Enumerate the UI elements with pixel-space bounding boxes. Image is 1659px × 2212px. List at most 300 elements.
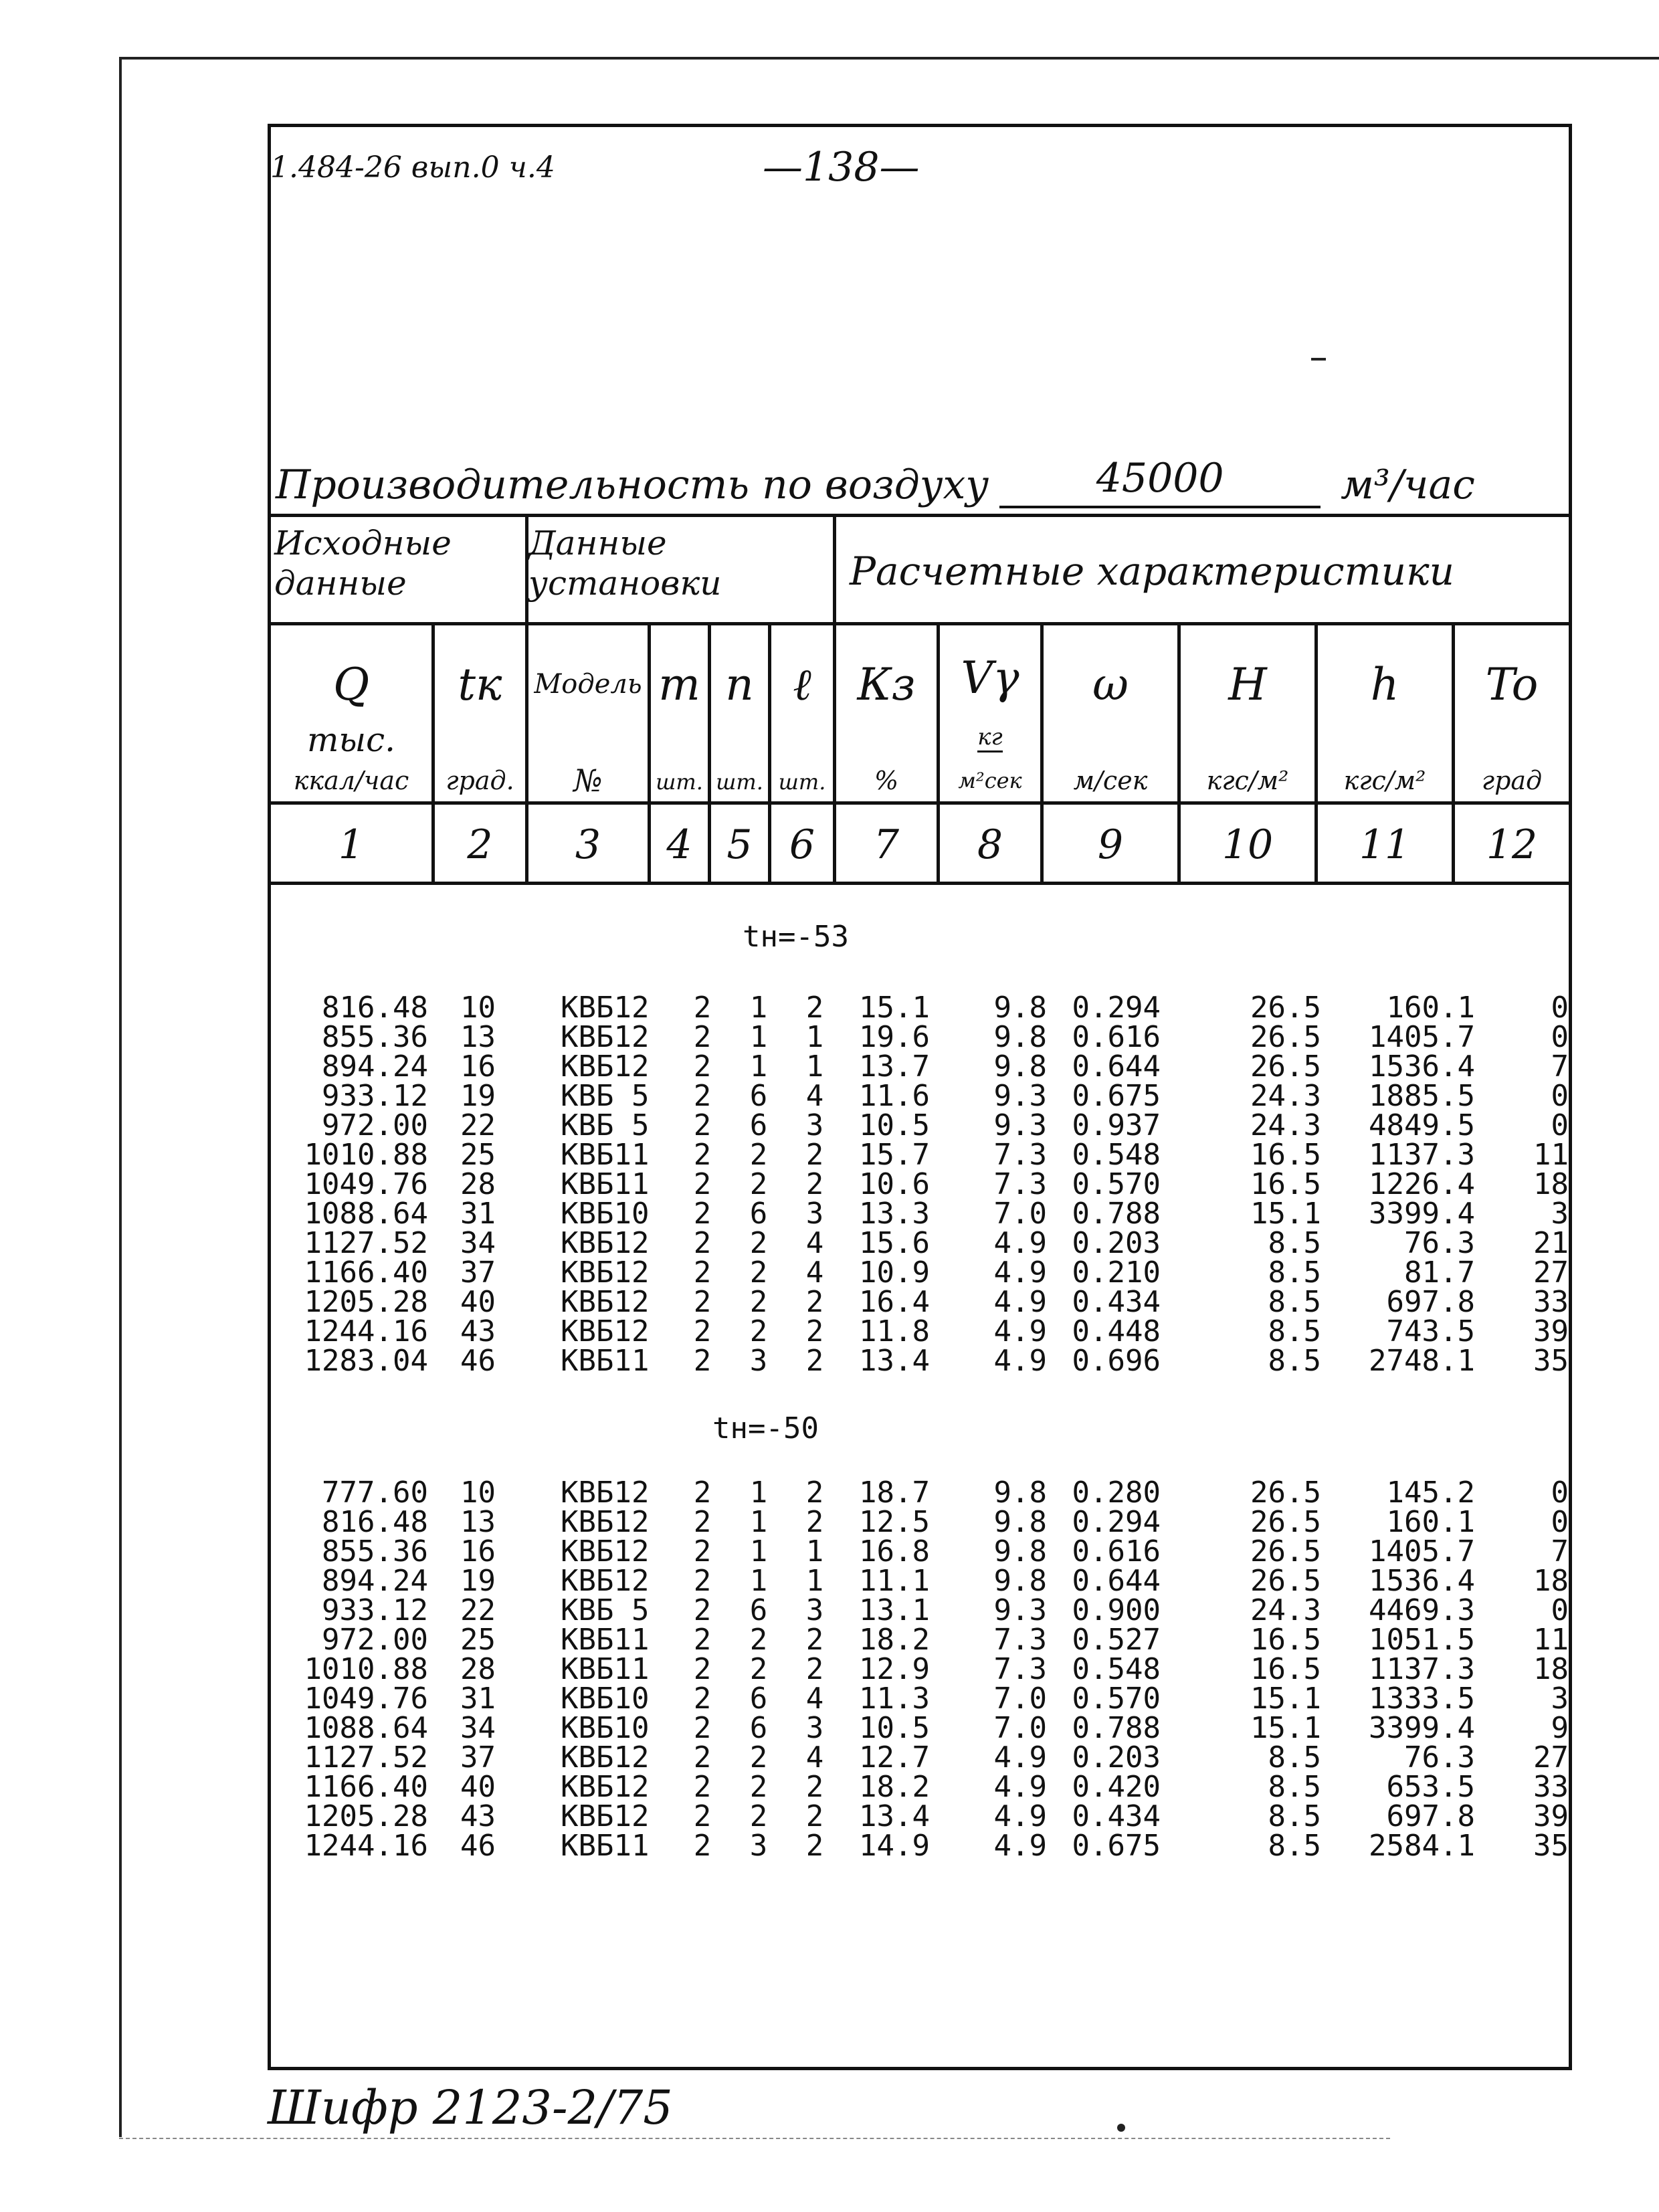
outer-border-bottom xyxy=(119,2138,1390,2139)
table-cell: 6 xyxy=(749,1593,768,1627)
table-cell: 18 xyxy=(1533,1564,1569,1598)
table-cell: 7.3 xyxy=(993,1623,1047,1657)
table-cell: 0 xyxy=(1551,1593,1569,1627)
table-cell: КВБ12 xyxy=(561,1770,650,1804)
header-rule-groups xyxy=(268,622,1572,625)
table-cell: 3399.4 xyxy=(1369,1711,1475,1745)
table-cell: 1536.4 xyxy=(1369,1049,1475,1084)
table-cell: 9.8 xyxy=(993,1476,1047,1510)
table-cell: КВБ 5 xyxy=(561,1108,650,1142)
table-cell: 0.280 xyxy=(1072,1476,1161,1510)
table-cell: 37 xyxy=(460,1740,496,1775)
table-cell: 9.8 xyxy=(993,1020,1047,1054)
table-cell: 39 xyxy=(1533,1314,1569,1348)
table-row xyxy=(294,1655,1569,1684)
table-cell: 1137.3 xyxy=(1369,1138,1475,1172)
col-num-3: 3 xyxy=(575,821,601,868)
table-cell: КВБ11 xyxy=(561,1167,650,1201)
table-cell: 8.5 xyxy=(1268,1770,1321,1804)
table-cell: 972.00 xyxy=(322,1108,428,1142)
group-installation-data: Данные установки xyxy=(528,524,722,603)
table-cell: КВБ11 xyxy=(561,1344,650,1378)
table-cell: 1127.52 xyxy=(304,1226,428,1260)
table-cell: 28 xyxy=(460,1167,496,1201)
table-cell: 697.8 xyxy=(1386,1799,1475,1833)
table-cell: 9 xyxy=(1551,1711,1569,1745)
table-cell: 1205.28 xyxy=(304,1799,428,1833)
table-cell: 2 xyxy=(749,1255,768,1290)
table-cell: 26.5 xyxy=(1250,1476,1321,1510)
table-cell: 0.937 xyxy=(1072,1108,1161,1142)
col-num-11: 11 xyxy=(1359,821,1411,868)
table-cell: 2 xyxy=(693,1255,712,1290)
table-cell: 2 xyxy=(749,1285,768,1319)
table-row xyxy=(294,1346,1569,1376)
table-cell: 16.5 xyxy=(1250,1167,1321,1201)
table-cell: 2 xyxy=(805,1314,824,1348)
table-cell: 7.3 xyxy=(993,1138,1047,1172)
table-cell: 13 xyxy=(460,1020,496,1054)
table-cell: 13.1 xyxy=(859,1593,930,1627)
table-cell: 2 xyxy=(693,1711,712,1745)
table-cell: 1244.16 xyxy=(304,1829,428,1863)
document-code: 1.484-26 вып.0 ч.4 xyxy=(270,150,555,185)
table-row xyxy=(294,1831,1569,1861)
table-row xyxy=(294,1567,1569,1596)
table-cell: 2 xyxy=(749,1167,768,1201)
table-cell: 3 xyxy=(749,1829,768,1863)
data-table-tn53 xyxy=(294,993,1569,1376)
table-cell: 76.3 xyxy=(1404,1226,1475,1260)
header-rule-bottom xyxy=(268,882,1572,885)
table-cell: 1405.7 xyxy=(1369,1020,1475,1054)
table-cell: 3 xyxy=(1551,1197,1569,1231)
table-cell: 24.3 xyxy=(1250,1079,1321,1113)
signature-code: Шифр 2123-2/75 xyxy=(268,2080,673,2135)
table-cell: 8.5 xyxy=(1268,1255,1321,1290)
table-cell: 7.0 xyxy=(993,1711,1047,1745)
table-cell: 1 xyxy=(749,1534,768,1569)
table-cell: 1 xyxy=(749,1476,768,1510)
col-num-8: 8 xyxy=(977,821,1003,868)
page-number: —138— xyxy=(763,144,920,191)
table-cell: КВБ12 xyxy=(561,1285,650,1319)
table-cell: 16 xyxy=(460,1534,496,1569)
col-model-unit: № xyxy=(573,763,603,799)
table-row xyxy=(294,1537,1569,1567)
table-cell: КВБ12 xyxy=(561,1049,650,1084)
table-cell: 11 xyxy=(1533,1623,1569,1657)
table-cell: 0.675 xyxy=(1072,1829,1161,1863)
table-cell: 2 xyxy=(805,1770,824,1804)
col-tk-symbol: tк xyxy=(458,659,502,710)
table-cell: 8.5 xyxy=(1268,1285,1321,1319)
table-cell: 2 xyxy=(693,1314,712,1348)
table-cell: 2584.1 xyxy=(1369,1829,1475,1863)
table-cell: 2 xyxy=(693,1049,712,1084)
speck-mark xyxy=(1117,2124,1125,2132)
table-cell: 31 xyxy=(460,1682,496,1716)
table-cell: 0.527 xyxy=(1072,1623,1161,1657)
table-cell: 11.3 xyxy=(859,1682,930,1716)
table-cell: КВБ12 xyxy=(561,1740,650,1775)
table-cell: 0 xyxy=(1551,991,1569,1025)
table-cell: КВБ 5 xyxy=(561,1079,650,1113)
col-h-unit: кгс/м² xyxy=(1343,766,1426,795)
table-row xyxy=(294,1714,1569,1743)
table-cell: 8.5 xyxy=(1268,1799,1321,1833)
col-vy-symbol: Vγ кг xyxy=(940,652,1040,755)
table-cell: 11.6 xyxy=(859,1079,930,1113)
table-row xyxy=(294,1023,1569,1052)
table-row xyxy=(294,1508,1569,1537)
table-cell: 2 xyxy=(693,1197,712,1231)
table-cell: 15.6 xyxy=(859,1226,930,1260)
table-cell: 7 xyxy=(1551,1049,1569,1084)
table-cell: 10.5 xyxy=(859,1711,930,1745)
table-cell: 2 xyxy=(693,1344,712,1378)
table-cell: 15.1 xyxy=(1250,1682,1321,1716)
table-cell: 0.570 xyxy=(1072,1167,1161,1201)
table-cell: 2 xyxy=(805,1476,824,1510)
table-cell: КВБ12 xyxy=(561,1534,650,1569)
table-cell: 2748.1 xyxy=(1369,1344,1475,1378)
table-cell: 18.2 xyxy=(859,1770,930,1804)
table-cell: 16 xyxy=(460,1049,496,1084)
table-cell: 2 xyxy=(805,991,824,1025)
table-cell: 894.24 xyxy=(322,1564,428,1598)
table-cell: 972.00 xyxy=(322,1623,428,1657)
table-cell: 4.9 xyxy=(993,1829,1047,1863)
table-cell: 855.36 xyxy=(322,1534,428,1569)
table-cell: 1137.3 xyxy=(1369,1652,1475,1686)
table-cell: 46 xyxy=(460,1829,496,1863)
table-cell: 2 xyxy=(805,1138,824,1172)
col-vy-unit: м²сек xyxy=(958,768,1022,793)
table-cell: 24.3 xyxy=(1250,1593,1321,1627)
table-cell: КВБ11 xyxy=(561,1652,650,1686)
col-num-4: 4 xyxy=(666,821,692,868)
table-cell: 4.9 xyxy=(993,1344,1047,1378)
table-cell: 7.0 xyxy=(993,1197,1047,1231)
table-cell: 13.4 xyxy=(859,1344,930,1378)
capacity-label: Производительность по воздуху xyxy=(276,462,989,508)
col-num-1: 1 xyxy=(338,821,365,868)
table-cell: 1127.52 xyxy=(304,1740,428,1775)
table-cell: 2 xyxy=(749,1770,768,1804)
table-cell: 0.616 xyxy=(1072,1020,1161,1054)
table-cell: 19 xyxy=(460,1564,496,1598)
table-cell: КВБ12 xyxy=(561,1255,650,1290)
table-cell: 0.203 xyxy=(1072,1226,1161,1260)
table-cell: 0.696 xyxy=(1072,1344,1161,1378)
table-cell: КВБ11 xyxy=(561,1623,650,1657)
capacity-unit: м³/час xyxy=(1341,462,1475,508)
table-row xyxy=(294,993,1569,1023)
table-row xyxy=(294,1288,1569,1317)
col-m-unit: шт. xyxy=(656,769,703,795)
table-cell: 9.3 xyxy=(993,1079,1047,1113)
table-cell: 777.60 xyxy=(322,1476,428,1510)
table-cell: 26.5 xyxy=(1250,1564,1321,1598)
table-cell: 2 xyxy=(805,1799,824,1833)
table-cell: 13.4 xyxy=(859,1799,930,1833)
table-cell: КВБ12 xyxy=(561,1314,650,1348)
table-cell: 16.5 xyxy=(1250,1138,1321,1172)
table-cell: 31 xyxy=(460,1197,496,1231)
header-rule-units xyxy=(268,801,1572,805)
table-cell: 33 xyxy=(1533,1770,1569,1804)
table-cell: 4849.5 xyxy=(1369,1108,1475,1142)
col-num-5: 5 xyxy=(726,821,753,868)
table-cell: 2 xyxy=(805,1505,824,1539)
table-row xyxy=(294,1140,1569,1170)
table-cell: 2 xyxy=(693,1138,712,1172)
table-cell: 1166.40 xyxy=(304,1770,428,1804)
table-cell: 0.548 xyxy=(1072,1138,1161,1172)
table-cell: 15.1 xyxy=(859,991,930,1025)
table-cell: 26.5 xyxy=(1250,991,1321,1025)
table-cell: 12.5 xyxy=(859,1505,930,1539)
table-cell: КВБ10 xyxy=(561,1197,650,1231)
table-cell: 4.9 xyxy=(993,1740,1047,1775)
table-cell: 0.675 xyxy=(1072,1079,1161,1113)
table-cell: 9.3 xyxy=(993,1593,1047,1627)
table-cell: 4 xyxy=(805,1255,824,1290)
table-cell: 0.788 xyxy=(1072,1711,1161,1745)
table-cell: 1088.64 xyxy=(304,1197,428,1231)
table-cell: 25 xyxy=(460,1138,496,1172)
table-cell: 14.9 xyxy=(859,1829,930,1863)
table-cell: 1333.5 xyxy=(1369,1682,1475,1716)
section-title-tn50: tн=-50 xyxy=(712,1411,819,1445)
table-cell: 1 xyxy=(749,1049,768,1084)
table-cell: 19 xyxy=(460,1079,496,1113)
table-row xyxy=(294,1802,1569,1831)
table-cell: 10.6 xyxy=(859,1167,930,1201)
table-cell: 4.9 xyxy=(993,1799,1047,1833)
table-cell: 6 xyxy=(749,1711,768,1745)
table-cell: 16.4 xyxy=(859,1285,930,1319)
table-cell: 1 xyxy=(805,1049,824,1084)
table-cell: КВБ12 xyxy=(561,1020,650,1054)
table-cell: 1051.5 xyxy=(1369,1623,1475,1657)
col-num-9: 9 xyxy=(1097,821,1124,868)
table-cell: 0 xyxy=(1551,1079,1569,1113)
capacity-value: 45000 xyxy=(999,455,1321,508)
table-cell: 26.5 xyxy=(1250,1505,1321,1539)
col-h-symbol: h xyxy=(1370,659,1399,710)
table-cell: 7 xyxy=(1551,1534,1569,1569)
table-cell: 4469.3 xyxy=(1369,1593,1475,1627)
table-cell: 18.7 xyxy=(859,1476,930,1510)
table-cell: 10 xyxy=(460,991,496,1025)
table-cell: 11.1 xyxy=(859,1564,930,1598)
table-row xyxy=(294,1258,1569,1288)
table-cell: КВБ10 xyxy=(561,1682,650,1716)
section-title-tn53: tн=-53 xyxy=(743,920,849,954)
table-cell: 3 xyxy=(805,1711,824,1745)
col-num-10: 10 xyxy=(1222,821,1274,868)
table-cell: 160.1 xyxy=(1386,991,1475,1025)
table-cell: 0.788 xyxy=(1072,1197,1161,1231)
table-cell: 2 xyxy=(749,1799,768,1833)
table-cell: 1 xyxy=(749,991,768,1025)
table-cell: 0 xyxy=(1551,1476,1569,1510)
table-cell: 3 xyxy=(805,1593,824,1627)
table-cell: 25 xyxy=(460,1623,496,1657)
col-model-symbol: Модель xyxy=(534,669,642,700)
table-cell: 1226.4 xyxy=(1369,1167,1475,1201)
table-cell: 8.5 xyxy=(1268,1829,1321,1863)
table-row xyxy=(294,1478,1569,1508)
table-cell: 40 xyxy=(460,1285,496,1319)
table-cell: 26.5 xyxy=(1250,1020,1321,1054)
table-cell: 2 xyxy=(693,1108,712,1142)
table-cell: 2 xyxy=(749,1740,768,1775)
table-row xyxy=(294,1743,1569,1773)
table-cell: 9.8 xyxy=(993,991,1047,1025)
table-cell: 0 xyxy=(1551,1020,1569,1054)
table-cell: 2 xyxy=(693,1476,712,1510)
table-cell: КВБ11 xyxy=(561,1829,650,1863)
table-cell: 2 xyxy=(693,1593,712,1627)
table-cell: 1 xyxy=(805,1020,824,1054)
col-tk-unit: град. xyxy=(446,766,514,795)
table-cell: 6 xyxy=(749,1079,768,1113)
table-cell: 9.3 xyxy=(993,1108,1047,1142)
table-cell: 1 xyxy=(749,1564,768,1598)
table-cell: 2 xyxy=(805,1344,824,1378)
col-H-symbol: H xyxy=(1228,659,1267,710)
table-cell: 2 xyxy=(693,1167,712,1201)
col-l-unit: шт. xyxy=(778,769,826,795)
col-n-unit: шт. xyxy=(716,769,763,795)
table-row xyxy=(294,1199,1569,1229)
table-cell: 0.434 xyxy=(1072,1799,1161,1833)
table-cell: 1283.04 xyxy=(304,1344,428,1378)
header-rule-top xyxy=(268,514,1572,517)
col-l-symbol: ℓ xyxy=(793,659,811,710)
table-cell: 10.9 xyxy=(859,1255,930,1290)
table-cell: 1010.88 xyxy=(304,1138,428,1172)
col-kz-unit: % xyxy=(874,766,899,795)
table-cell: 9.8 xyxy=(993,1534,1047,1569)
table-cell: 3 xyxy=(805,1197,824,1231)
table-cell: 4 xyxy=(805,1226,824,1260)
table-cell: 4.9 xyxy=(993,1255,1047,1290)
group-calculated-characteristics: Расчетные характеристики xyxy=(850,548,1454,594)
col-omega-unit: м/сек xyxy=(1073,766,1148,795)
table-cell: КВБ 5 xyxy=(561,1593,650,1627)
table-row xyxy=(294,1111,1569,1140)
table-cell: 743.5 xyxy=(1386,1314,1475,1348)
table-cell: 7.0 xyxy=(993,1682,1047,1716)
table-cell: 27 xyxy=(1533,1740,1569,1775)
table-cell: 9.8 xyxy=(993,1564,1047,1598)
col-to-symbol: To xyxy=(1485,659,1539,710)
table-cell: КВБ12 xyxy=(561,991,650,1025)
table-cell: 1088.64 xyxy=(304,1711,428,1745)
col-num-2: 2 xyxy=(467,821,493,868)
table-cell: 15.1 xyxy=(1250,1711,1321,1745)
table-cell: 9.8 xyxy=(993,1505,1047,1539)
table-cell: 10 xyxy=(460,1476,496,1510)
table-cell: 0.570 xyxy=(1072,1682,1161,1716)
table-cell: 894.24 xyxy=(322,1049,428,1084)
table-cell: 2 xyxy=(749,1623,768,1657)
table-cell: 1205.28 xyxy=(304,1285,428,1319)
table-cell: 816.48 xyxy=(322,1505,428,1539)
table-row xyxy=(294,1625,1569,1655)
table-cell: 16.5 xyxy=(1250,1652,1321,1686)
table-cell: 2 xyxy=(693,1740,712,1775)
table-row xyxy=(294,1082,1569,1111)
table-cell: 27 xyxy=(1533,1255,1569,1290)
table-cell: 2 xyxy=(749,1314,768,1348)
table-cell: 4.9 xyxy=(993,1770,1047,1804)
table-cell: 2 xyxy=(693,991,712,1025)
table-cell: 34 xyxy=(460,1226,496,1260)
table-cell: 0 xyxy=(1551,1108,1569,1142)
col-H-unit: кгс/м² xyxy=(1206,766,1289,795)
table-cell: 6 xyxy=(749,1197,768,1231)
table-cell: 2 xyxy=(693,1682,712,1716)
table-cell: 8.5 xyxy=(1268,1344,1321,1378)
table-row xyxy=(294,1229,1569,1258)
table-cell: 0.616 xyxy=(1072,1534,1161,1569)
table-cell: 35 xyxy=(1533,1829,1569,1863)
table-cell: 2 xyxy=(693,1226,712,1260)
table-cell: 26.5 xyxy=(1250,1049,1321,1084)
table-cell: КВБ12 xyxy=(561,1226,650,1260)
table-cell: 4.9 xyxy=(993,1285,1047,1319)
table-cell: 18 xyxy=(1533,1167,1569,1201)
table-cell: 0.548 xyxy=(1072,1652,1161,1686)
table-cell: 0.434 xyxy=(1072,1285,1161,1319)
col-m-symbol: m xyxy=(658,659,700,710)
table-cell: 160.1 xyxy=(1386,1505,1475,1539)
table-cell: 1166.40 xyxy=(304,1255,428,1290)
table-cell: 18.2 xyxy=(859,1623,930,1657)
table-cell: 1 xyxy=(805,1534,824,1569)
table-cell: 2 xyxy=(693,1534,712,1569)
outer-border-left xyxy=(119,57,122,2137)
table-cell: 2 xyxy=(693,1020,712,1054)
table-cell: 10.5 xyxy=(859,1108,930,1142)
table-cell: 21 xyxy=(1533,1226,1569,1260)
table-cell: 6 xyxy=(749,1108,768,1142)
table-cell: 7.3 xyxy=(993,1652,1047,1686)
table-cell: КВБ12 xyxy=(561,1799,650,1833)
table-cell: 9.8 xyxy=(993,1049,1047,1084)
table-cell: 40 xyxy=(460,1770,496,1804)
table-cell: 16.5 xyxy=(1250,1623,1321,1657)
table-cell: 0.210 xyxy=(1072,1255,1161,1290)
table-row xyxy=(294,1684,1569,1714)
table-cell: 4 xyxy=(805,1682,824,1716)
table-cell: 1 xyxy=(805,1564,824,1598)
col-q-symbol: Q тыс. xyxy=(306,659,396,759)
table-cell: 8.5 xyxy=(1268,1226,1321,1260)
table-cell: 2 xyxy=(805,1167,824,1201)
table-row xyxy=(294,1596,1569,1625)
table-cell: 24.3 xyxy=(1250,1108,1321,1142)
table-cell: 46 xyxy=(460,1344,496,1378)
table-cell: 3 xyxy=(749,1344,768,1378)
col-num-7: 7 xyxy=(873,821,900,868)
table-cell: 697.8 xyxy=(1386,1285,1475,1319)
